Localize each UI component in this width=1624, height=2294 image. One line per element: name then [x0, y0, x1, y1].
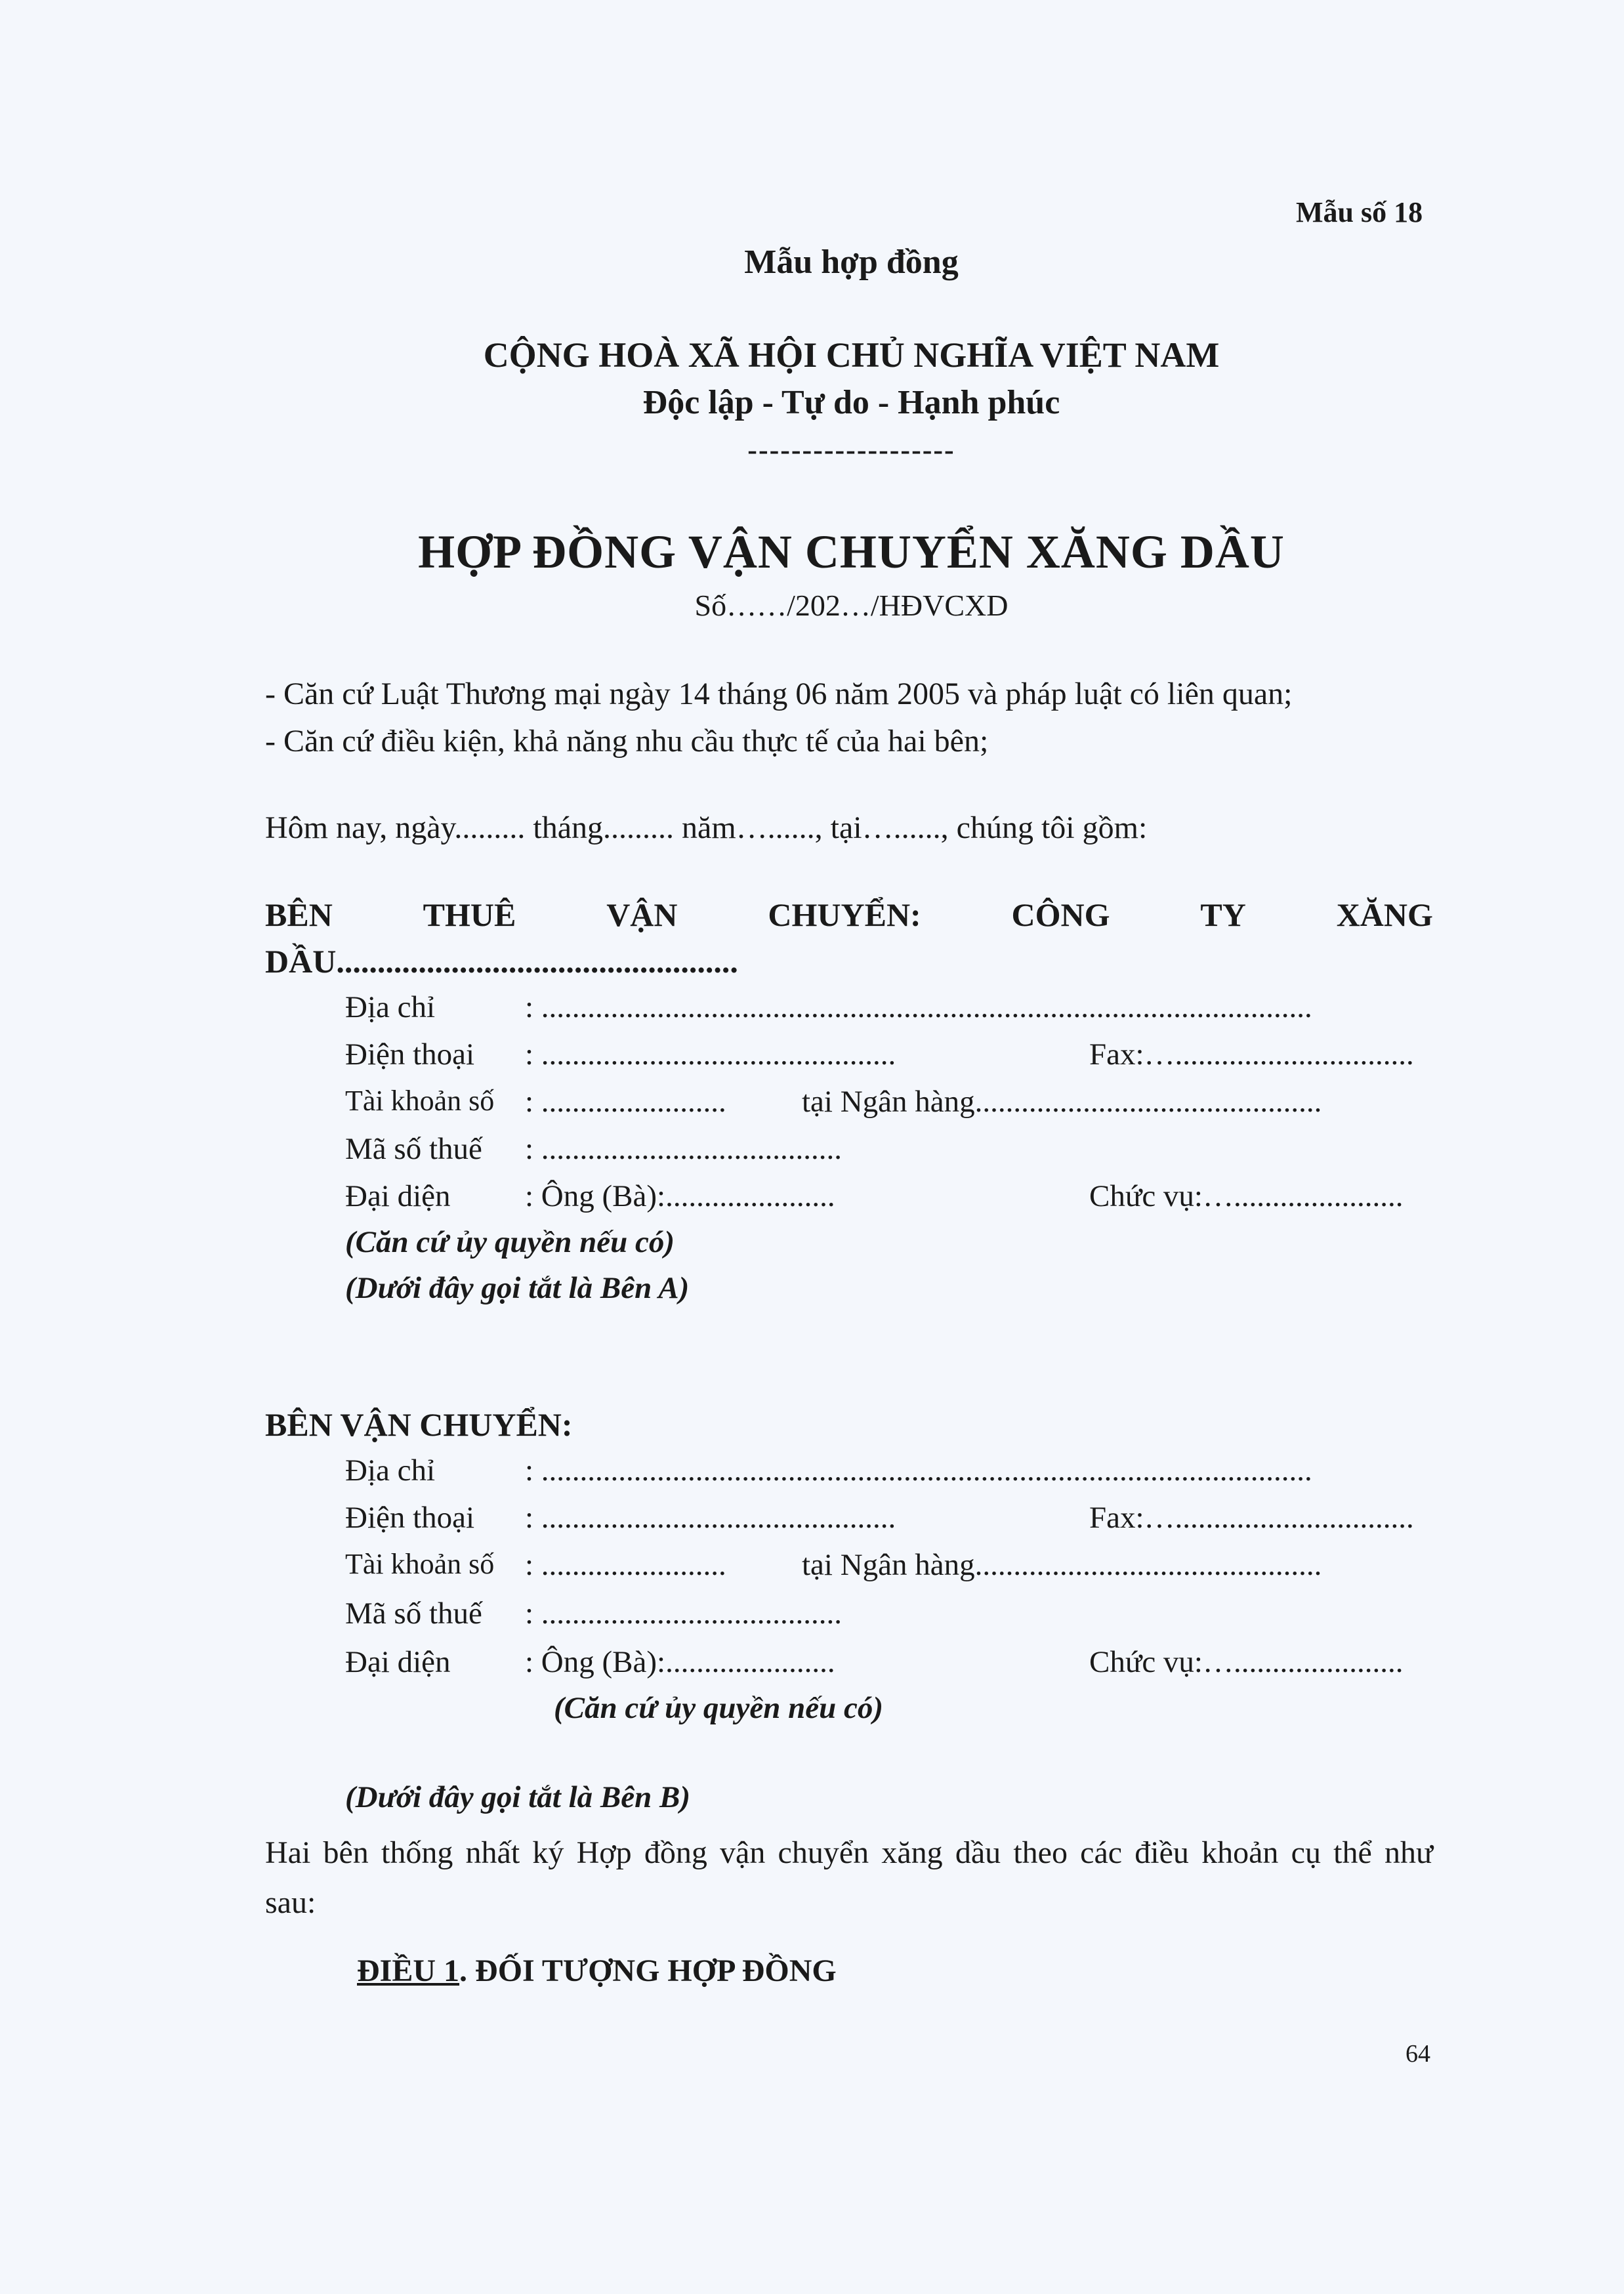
agreement-text: Hai bên thống nhất ký Hợp đồng vận chuyển xăng dầu theo các điều khoản cụ thể như	[265, 1835, 1433, 1870]
legal-basis-line: - Căn cứ điều kiện, khả năng nhu cầu thực tế của hai bên;	[265, 724, 989, 759]
representative-field: : Ông (Bà):......................	[525, 1645, 835, 1679]
heading-word: THUÊ	[423, 896, 516, 933]
form-title: Mẫu hợp đồng	[744, 243, 959, 281]
article-title: . ĐỐI TƯỢNG HỢP ĐỒNG	[459, 1953, 837, 1988]
article-number: ĐIỀU 1	[357, 1953, 460, 1988]
phone-field: : ..............................................	[525, 1501, 896, 1535]
fax-field: Fax:…...............................	[1089, 1037, 1414, 1072]
alias-note: (Dưới đây gọi tắt là Bên A)	[345, 1271, 690, 1305]
account-field: : ........................	[525, 1085, 726, 1119]
national-motto: Độc lập - Tự do - Hạnh phúc	[642, 384, 1060, 421]
position-field: Chức vụ:…......................	[1089, 1179, 1404, 1213]
bank-field: tại Ngân hàng.............................................	[802, 1085, 1322, 1119]
contract-number: Số……/202…/HĐVCXD	[694, 589, 1009, 622]
representative-label: Đại diện	[345, 1179, 451, 1213]
heading-word: CÔNG	[1011, 896, 1110, 933]
tax-code-label: Mã số thuế	[345, 1596, 482, 1631]
authority-note: (Căn cứ ủy quyền nếu có)	[554, 1691, 884, 1725]
heading-word: VẬN	[606, 896, 678, 933]
account-field: : ........................	[525, 1548, 726, 1582]
tax-code-field: : .......................................	[525, 1132, 843, 1166]
tax-code-field: : .......................................	[525, 1596, 843, 1631]
representative-label: Đại diện	[345, 1645, 451, 1679]
tax-code-label: Mã số thuế	[345, 1132, 482, 1166]
address-field: : ....................................................................................................	[525, 990, 1312, 1024]
phone-label: Điện thoại	[345, 1037, 475, 1072]
header-divider: -------------------	[747, 434, 955, 466]
republic-name: CỘNG HOÀ XÃ HỘI CHỦ NGHĨA VIỆT NAM	[483, 335, 1220, 375]
party-a-heading-cont: DẦU.................................................	[265, 943, 738, 980]
account-label: Tài khoản số	[345, 1548, 495, 1580]
fax-field: Fax:…...............................	[1089, 1501, 1414, 1535]
heading-word: TY	[1200, 896, 1246, 933]
account-label: Tài khoản số	[345, 1085, 495, 1117]
date-place-line: Hôm nay, ngày......... tháng......... năm…......, tại…......, chúng tôi gồm:	[265, 810, 1148, 845]
address-label: Địa chỉ	[345, 1453, 436, 1488]
form-number: Mẫu số 18	[1296, 196, 1423, 228]
alias-note: (Dưới đây gọi tắt là Bên B)	[345, 1780, 690, 1814]
party-a-heading	[265, 896, 1433, 934]
article-1-heading	[357, 1953, 837, 1989]
bank-field: tại Ngân hàng.............................................	[802, 1548, 1322, 1582]
heading-word: BÊN	[265, 896, 333, 933]
agreement-text-cont: sau:	[265, 1885, 316, 1920]
authority-note: (Căn cứ ủy quyền nếu có)	[345, 1225, 675, 1259]
address-label: Địa chỉ	[345, 990, 436, 1024]
address-field: : ....................................................................................................	[525, 1453, 1312, 1488]
contract-title: HỢP ĐỒNG VẬN CHUYỂN XĂNG DẦU	[418, 526, 1285, 578]
legal-basis-line: - Căn cứ Luật Thương mại ngày 14 tháng 06 năm 2005 và pháp luật có liên quan;	[265, 677, 1293, 711]
phone-field: : ..............................................	[525, 1037, 896, 1072]
phone-label: Điện thoại	[345, 1501, 475, 1535]
heading-word: CHUYỂN:	[768, 896, 921, 933]
heading-word: XĂNG	[1336, 896, 1433, 933]
party-b-heading: BÊN VẬN CHUYỂN:	[265, 1406, 573, 1443]
position-field: Chức vụ:…......................	[1089, 1645, 1404, 1679]
page-number: 64	[1405, 2040, 1430, 2068]
representative-field: : Ông (Bà):......................	[525, 1179, 835, 1213]
